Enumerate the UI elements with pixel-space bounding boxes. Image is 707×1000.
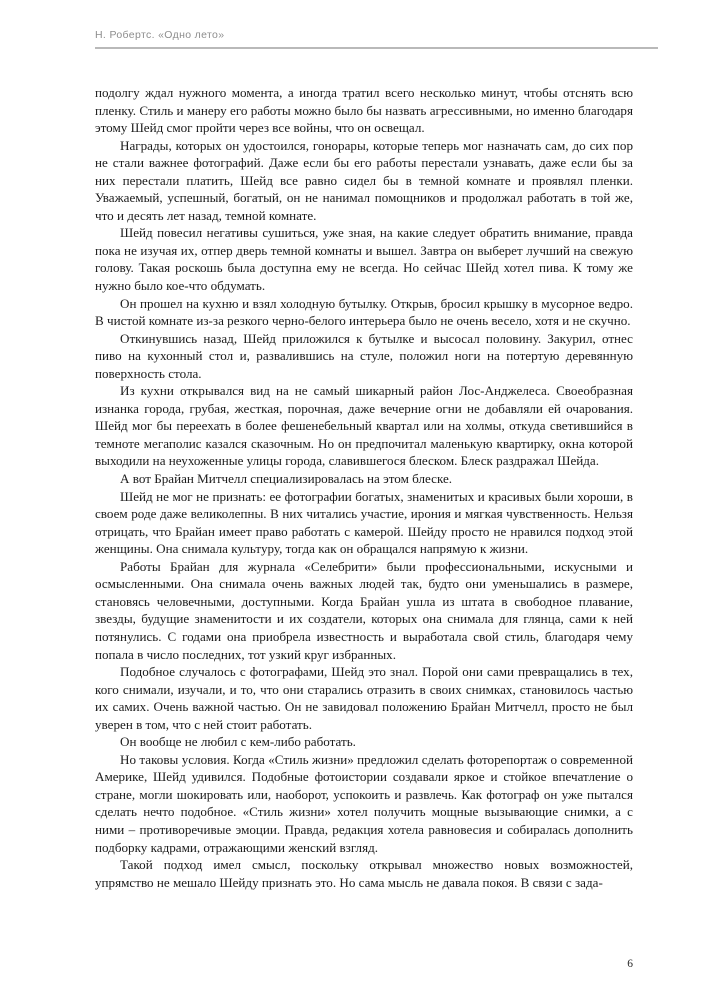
paragraph: Награды, которых он удостоился, гонорары, которые теперь мог назначать сам, до сих пор не стали важнее фотографий. Даже если бы его работы перестали узнавать, даже если бы за них перестали платить, Шейд все равно сидел бы в темной комнате и проявлял пленки. Уважаемый, успешный, богатый, он не нанимал помощников и продолжал работать в той же, что и десять лет назад, темной комнате. bbox=[95, 137, 633, 223]
running-header bbox=[95, 28, 658, 49]
paragraph: Из кухни открывался вид на не самый шикарный район Лос-Анджелеса. Своеобразная изнанка города, грубая, жесткая, порочная, даже вечерние огни не добавляли ей очарования. Шейд мог бы переехать в более фешенебельный квартал или на холмы, откуда светившийся в темноте мегаполис казался сказочным. Но он предпочитал маленькую квартирку, окна которой выходили на неухоженные улицы города, славившегося блеском. Блеск раздражал Шейда. bbox=[95, 383, 633, 469]
paragraph: Откинувшись назад, Шейд приложился к бутылке и высосал половину. Закурил, отнес пиво на кухонный стол и, развалившись на стуле, положил ноги на потертую деревянную поверхность стола. bbox=[95, 330, 633, 381]
paragraph: подолгу ждал нужного момента, а иногда тратил всего несколько минут, чтобы отснять всю пленку. Стиль и манеру его работы можно было бы назвать агрессивными, но именно благодаря этому Шейд смог пройти через все войны, что он освещал. bbox=[95, 85, 633, 136]
paragraph: Работы Брайан для журнала «Селебрити» были профессиональными, искусными и осмысленными. Она снимала очень важных людей так, будто они уменьшались в размере, становясь человечными, доступными. Когда Брайан ушла из штата в свободное плавание, звезды, будущие знаменитости и их создатели, которых она снимала для глянца, сами к ней потянулись. С годами она приобрела известность и выработала свой стиль, благодаря чему попала в число последних, тот узкий круг избранных. bbox=[95, 558, 633, 662]
paragraph: Такой подход имел смысл, поскольку открывал множество новых возможностей, упрямство не мешало Шейду признать это. Но сама мысль не давала покоя. В связи с зада- bbox=[95, 857, 633, 890]
paragraph: Шейд не мог не признать: ее фотографии богатых, знаменитых и красивых были хороши, в своем роде даже великолепны. В них читались участие, ирония и мягкая чувственность. Нельзя отрицать, что Брайан имеет право работать с камерой. Шейду просто не нравился подход этой женщины. Она снимала культуру, тогда как он обращался напрямую к жизни. bbox=[95, 488, 633, 557]
header-divider-rule bbox=[95, 47, 658, 49]
page-number: 6 bbox=[627, 958, 633, 970]
paragraph: Он вообще не любил с кем-либо работать. bbox=[120, 734, 356, 750]
paragraph: А вот Брайан Митчелл специализировалась на этом блеске. bbox=[120, 471, 453, 487]
paragraph: Но таковы условия. Когда «Стиль жизни» предложил сделать фоторепортаж о современной Америке, Шейд удивился. Подобные фотоистории создавали яркое и стойкое впечатление о стране, могли шокировать или, наоборот, успокоить и развлечь. Как фотограф он уже пытался сделать нечто подобное. «Стиль жизни» хотел получить мощные вызывающие снимки, а с ними – противоречивые эмоции. Правда, редакция хотела равновесия и собиралась дополнить подборку кадрами, отражающими женский взгляд. bbox=[95, 751, 633, 855]
body-text-block bbox=[95, 84, 633, 891]
paragraph: Шейд повесил негативы сушиться, уже зная, на какие следует обратить внимание, правда пока не изучая их, отпер дверь темной комнаты и вышел. Завтра он выберет лучший на свежую голову. Такая роскошь была доступна ему не всегда. Но сейчас Шейд хотел пива. К тому же нужно было кое-что обдумать. bbox=[95, 225, 633, 294]
running-header-title: Н. Робертс. «Одно лето» bbox=[95, 29, 225, 41]
paragraph: Подобное случалось с фотографами, Шейд это знал. Порой они сами превращались в тех, кого снимали, изучали, и то, что они старались отразить в своих снимках, становилось частью их самих. Очень важной частью. Он не завидовал положению Брайан Митчелл, просто не был уверен в том, что с ней стоит работать. bbox=[95, 664, 633, 732]
paragraph: Он прошел на кухню и взял холодную бутылку. Открыв, бросил крышку в мусорное ведро. В чистой комнате из-за резкого черно-белого интерьера было не очень весело, хотя и не скучно. bbox=[95, 295, 633, 329]
